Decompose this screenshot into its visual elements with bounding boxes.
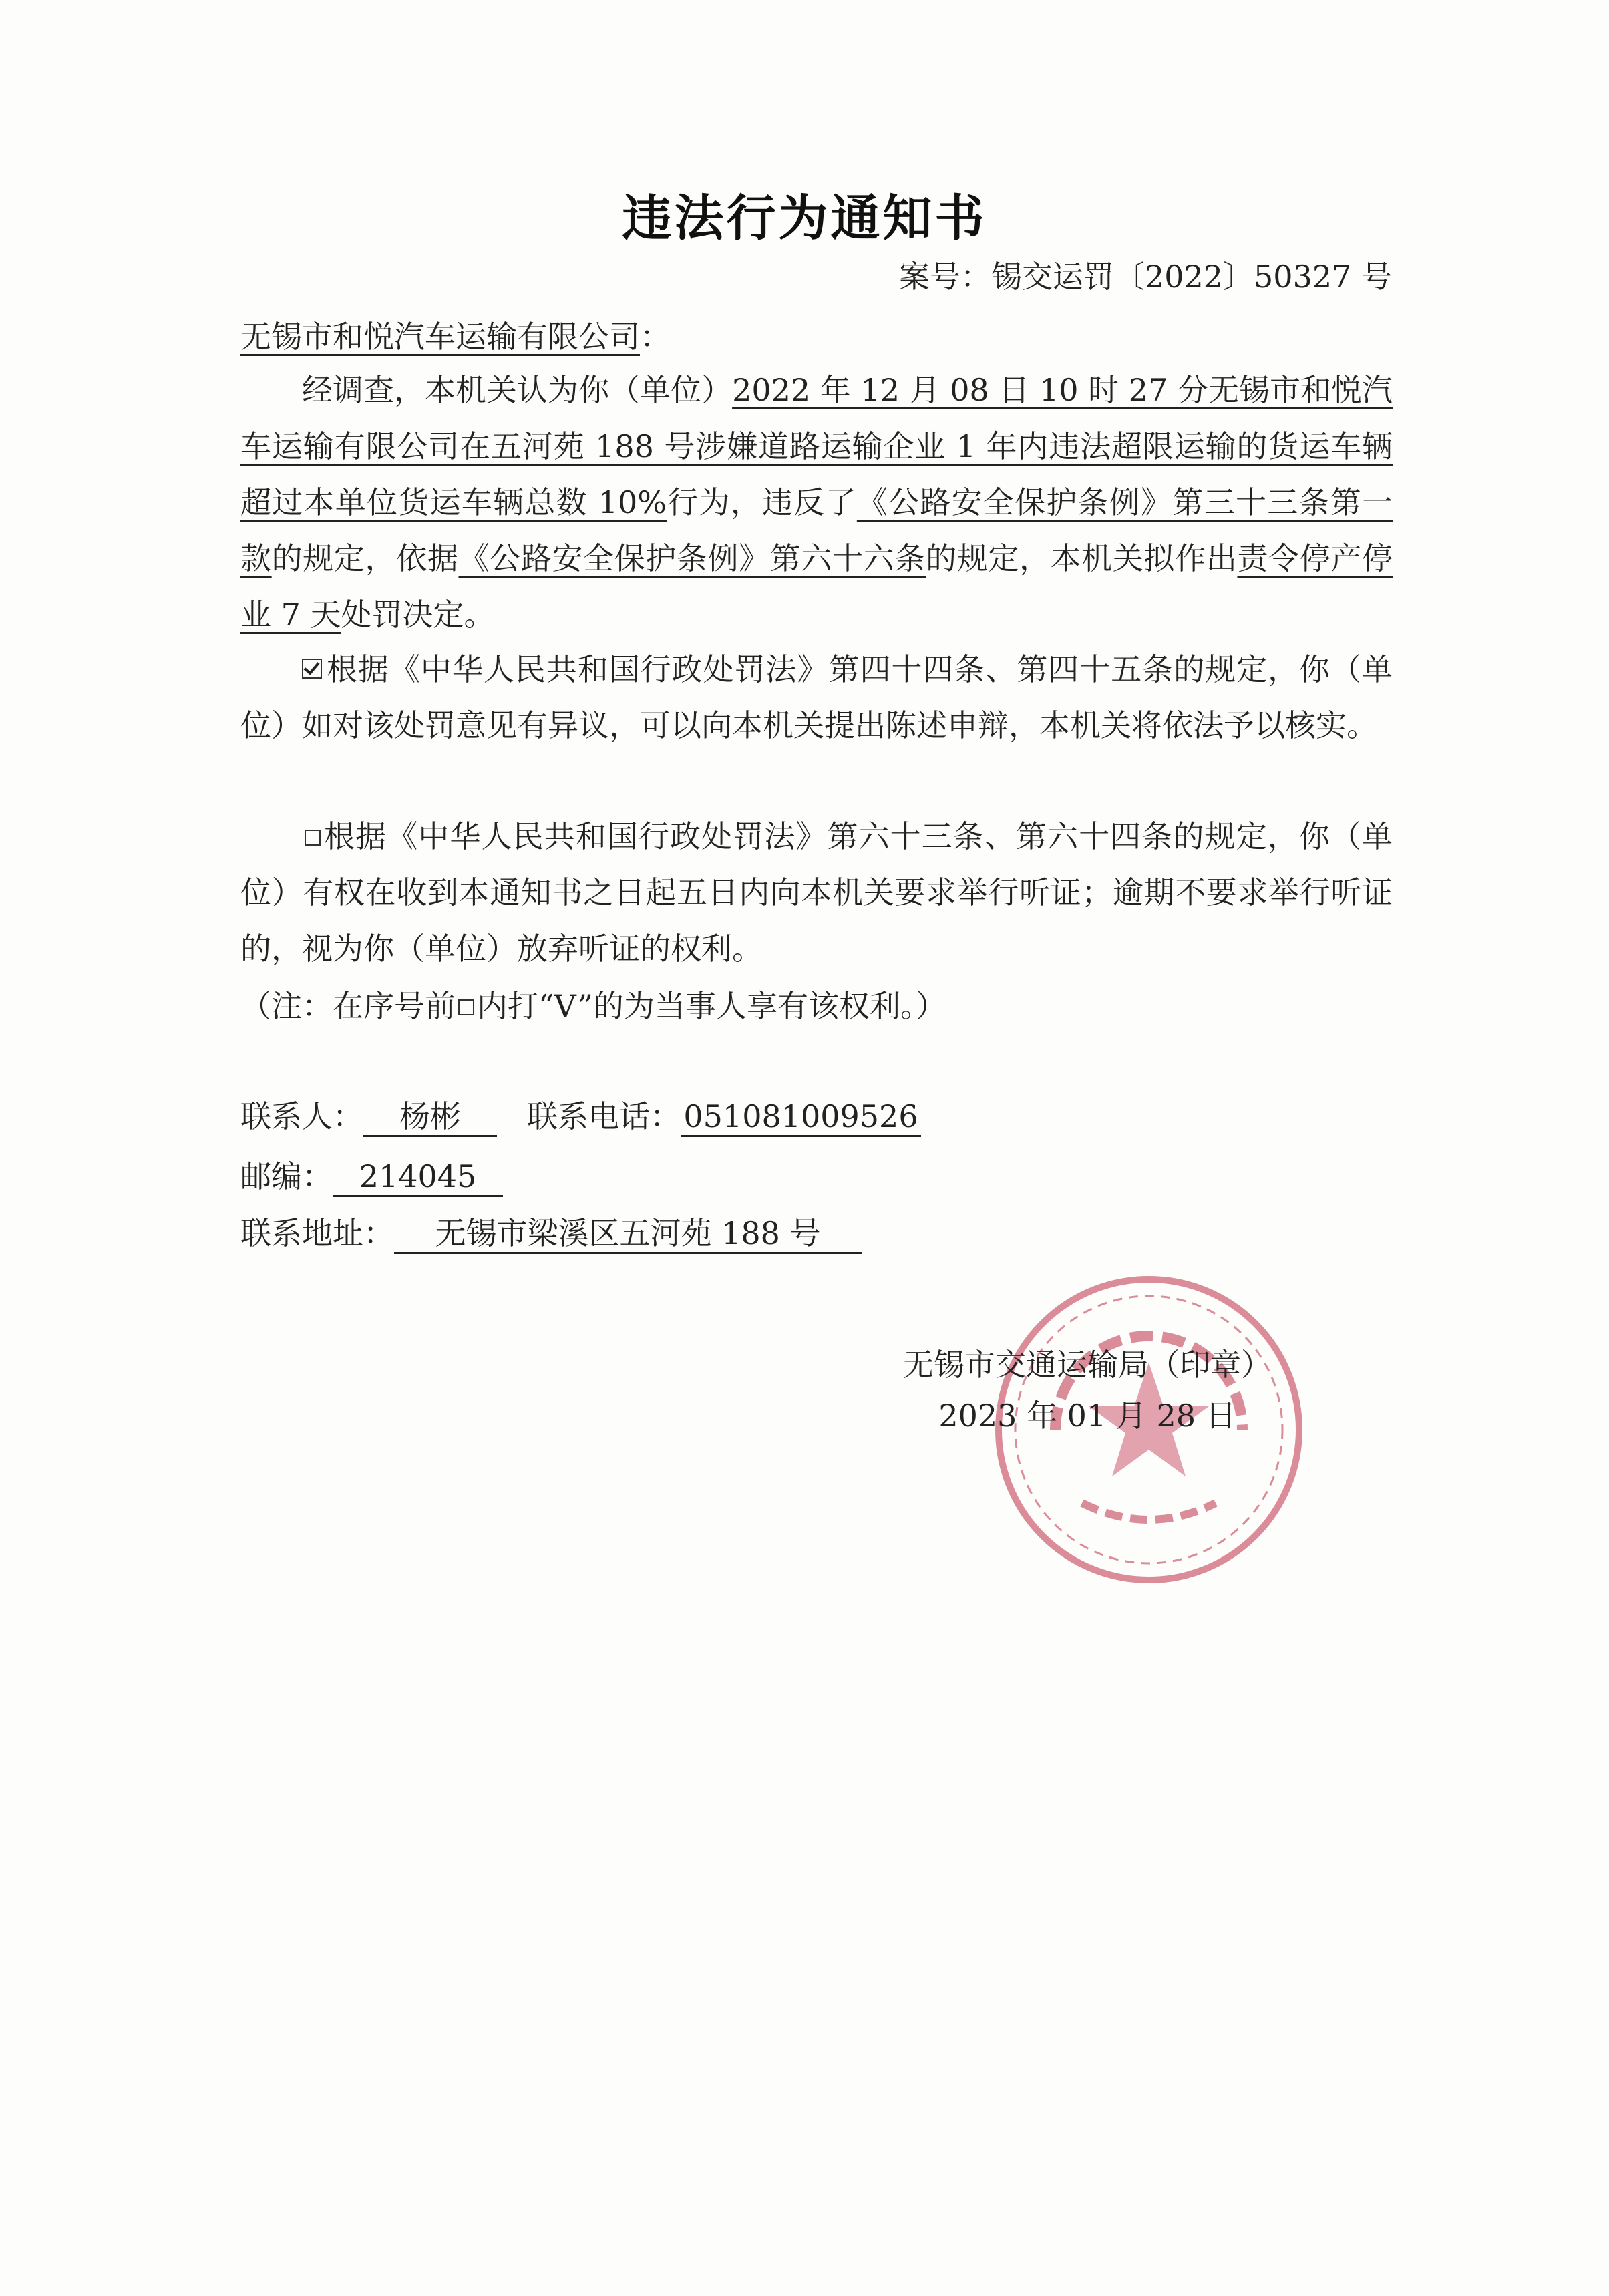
- addressee: [240, 313, 671, 357]
- zip-label: 邮编：: [240, 1158, 333, 1194]
- p1-law-basis: 《公路安全保护条例》第六十六条: [458, 540, 926, 577]
- p2-text: 根据《中华人民共和国行政处罚法》第四十四条、第四十五条的规定，你（单位）如对该处罚意见有异议，可以向本机关提出陈述申辩，本机关将依法予以核实。: [240, 651, 1393, 744]
- p1-lead: 经调查，本机关认为你（单位）: [302, 372, 733, 408]
- note-box-icon: [458, 999, 474, 1015]
- p1-tail: 处罚决定。: [341, 597, 495, 633]
- issuing-authority: 无锡市交通运输局（印章）: [903, 1347, 1272, 1383]
- p3-text: 根据《中华人民共和国行政处罚法》第六十三条、第六十四条的规定，你（单位）有权在收到本通知书之日起五日内向本机关要求举行听证；逾期不要求举行听证的，视为你（单位）放弃听证的权利。: [240, 818, 1393, 967]
- document-title: 违法行为通知书: [622, 190, 987, 247]
- paragraph-hearing-right: [240, 808, 1393, 977]
- addressee-name: 无锡市和悦汽车运输有限公司: [240, 319, 640, 355]
- checked-box-icon: [302, 659, 322, 679]
- address-row: [240, 1209, 862, 1254]
- case-number: [899, 253, 1392, 297]
- case-number-value: 锡交运罚〔2022〕50327 号: [991, 259, 1392, 295]
- issue-date: 2023 年 01 月 28 日: [938, 1398, 1236, 1434]
- p1-mid1: 行为，违反了: [667, 484, 857, 520]
- zip-code: 214045: [333, 1158, 503, 1197]
- paragraph-statement-right: [240, 641, 1393, 754]
- note-post: 内打“V”的为当事人享有该权利。）: [477, 988, 946, 1024]
- note: [240, 982, 946, 1026]
- empty-box-icon: [305, 830, 321, 846]
- note-pre: （注：在序号前: [240, 988, 456, 1024]
- address-label: 联系地址：: [240, 1215, 394, 1251]
- address: 无锡市梁溪区五河苑 188 号: [394, 1214, 862, 1254]
- p1-mid2: 的规定，依据: [271, 540, 459, 577]
- signature-block: [903, 1339, 1272, 1441]
- p1-mid3: 的规定，本机关拟作出: [926, 540, 1238, 577]
- contact-phone-label: 联系电话：: [527, 1098, 681, 1134]
- contact-row: [240, 1092, 921, 1137]
- paragraph-findings: [240, 362, 1393, 643]
- p1-facts: 2022 年 12 月 08 日 10 时 27 分无锡市和悦汽车运输有限公司在五河苑 188 号涉嫌道路运输企业 1 年内违法超限运输的货运车辆超过本单位货运车辆总数 10%: [240, 372, 1393, 520]
- addressee-colon: ：: [640, 319, 671, 355]
- contact-person-label: 联系人：: [240, 1098, 363, 1134]
- case-number-label: 案号：: [898, 259, 991, 295]
- zip-row: [240, 1152, 503, 1197]
- p1-penalty: 责令停产停业 7 天: [240, 540, 1393, 633]
- contact-person: 杨彬: [363, 1098, 497, 1137]
- contact-phone: 051081009526: [681, 1098, 921, 1137]
- p1-law-violated: 《公路安全保护条例》第三十三条第一款: [240, 484, 1393, 577]
